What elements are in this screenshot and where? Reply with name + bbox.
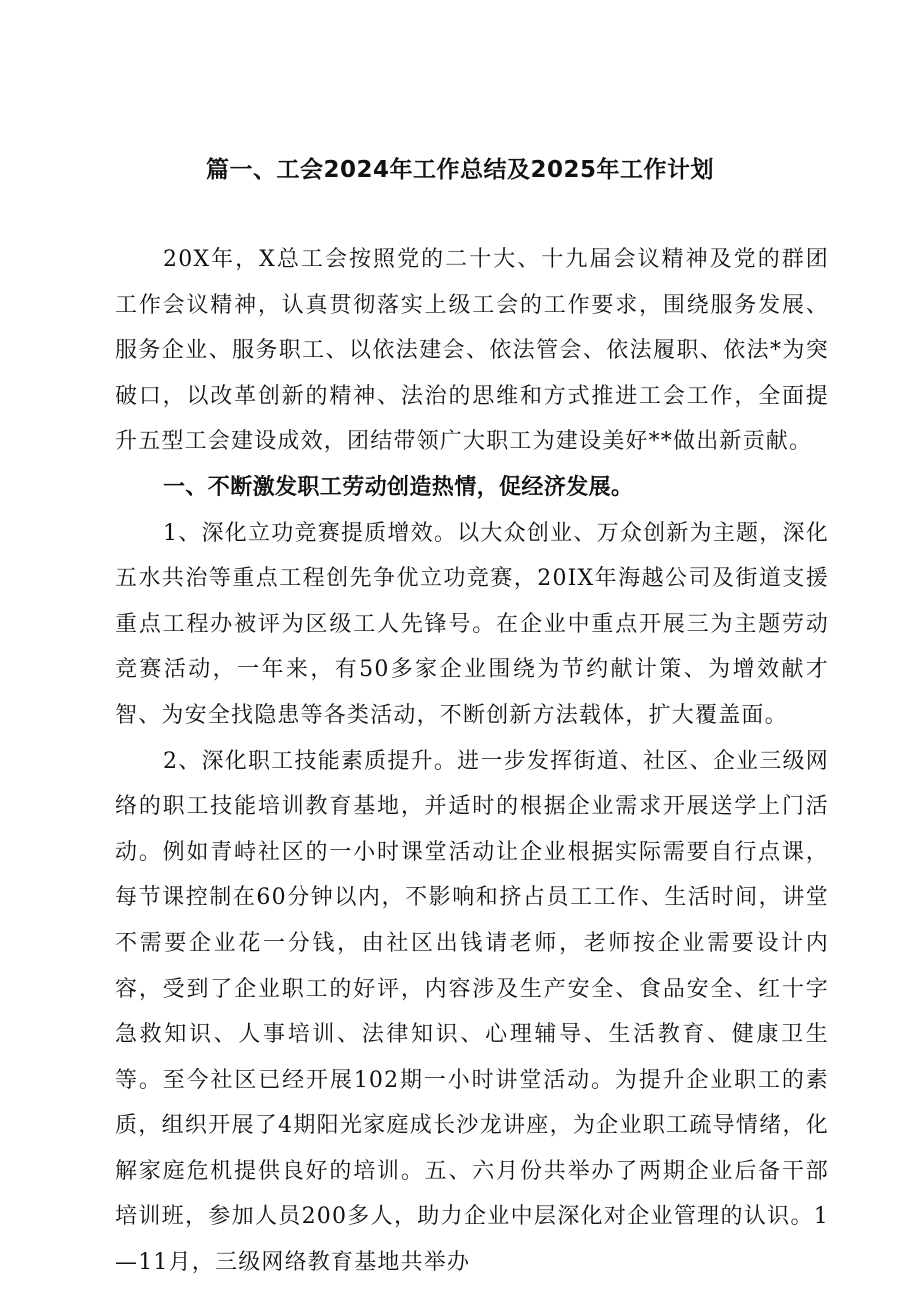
document-body [115,237,829,1286]
intro-paragraph: 20X年，X总工会按照党的二十大、十九届会议精神及党的群团工作会议精神，认真贯彻落实上级工会的工作要求，围绕服务发展、服务企业、服务职工、以依法建会、依法管会、依法履职、依法*为突破口，以改革创新的精神、法治的思维和方式推进工会工作，全面提升五型工会建设成效，团结带领广大职工为建设美好**做出新贡献。 [115,247,829,455]
paragraph-1-competition: 1、深化立功竞赛提质增效。以大众创业、万众创新为主题，深化五水共治等重点工程创先争优立功竞赛，20IX年海越公司及街道支援重点工程办被评为区级工人先锋号。在企业中重点开展三为主题劳动竞赛活动，一年来，有50多家企业围绕为节约献计策、为增效献才智、为安全找隐患等各类活动，不断创新方法载体，扩大覆盖面。 [115,520,829,728]
section-heading-1: 一、不断激发职工劳动创造热情，促经济发展。 [163,474,634,500]
document-title: 篇一、工会2024年工作总结及2025年工作计划 [205,157,715,183]
paragraph-2-skills: 2、深化职工技能素质提升。进一步发挥街道、社区、企业三级网络的职工技能培训教育基地，并适时的根据企业需求开展送学上门活动。例如青峙社区的一小时课堂活动让企业根据实际需要自行点课，每节课控制在60分钟以内，不影响和挤占员工工作、生活时间，讲堂不需要企业花一分钱，由社区出钱请老师，老师按企业需要设计内容，受到了企业职工的好评，内容涉及生产安全、食品安全、红十字急救知识、人事培训、法律知识、心理辅导、生活教育、健康卫生等。至今社区已经开展102期一小时讲堂活动。为提升企业职工的素质，组织开展了4期阳光家庭成长沙龙讲座，为企业职工疏导情绪，化解家庭危机提供良好的培训。五、六月份共举办了两期企业后备干部培训班，参加人员200多人，助力企业中层深化对企业管理的认识。1—11月，三级网络教育基地共举办 [115,748,829,1276]
